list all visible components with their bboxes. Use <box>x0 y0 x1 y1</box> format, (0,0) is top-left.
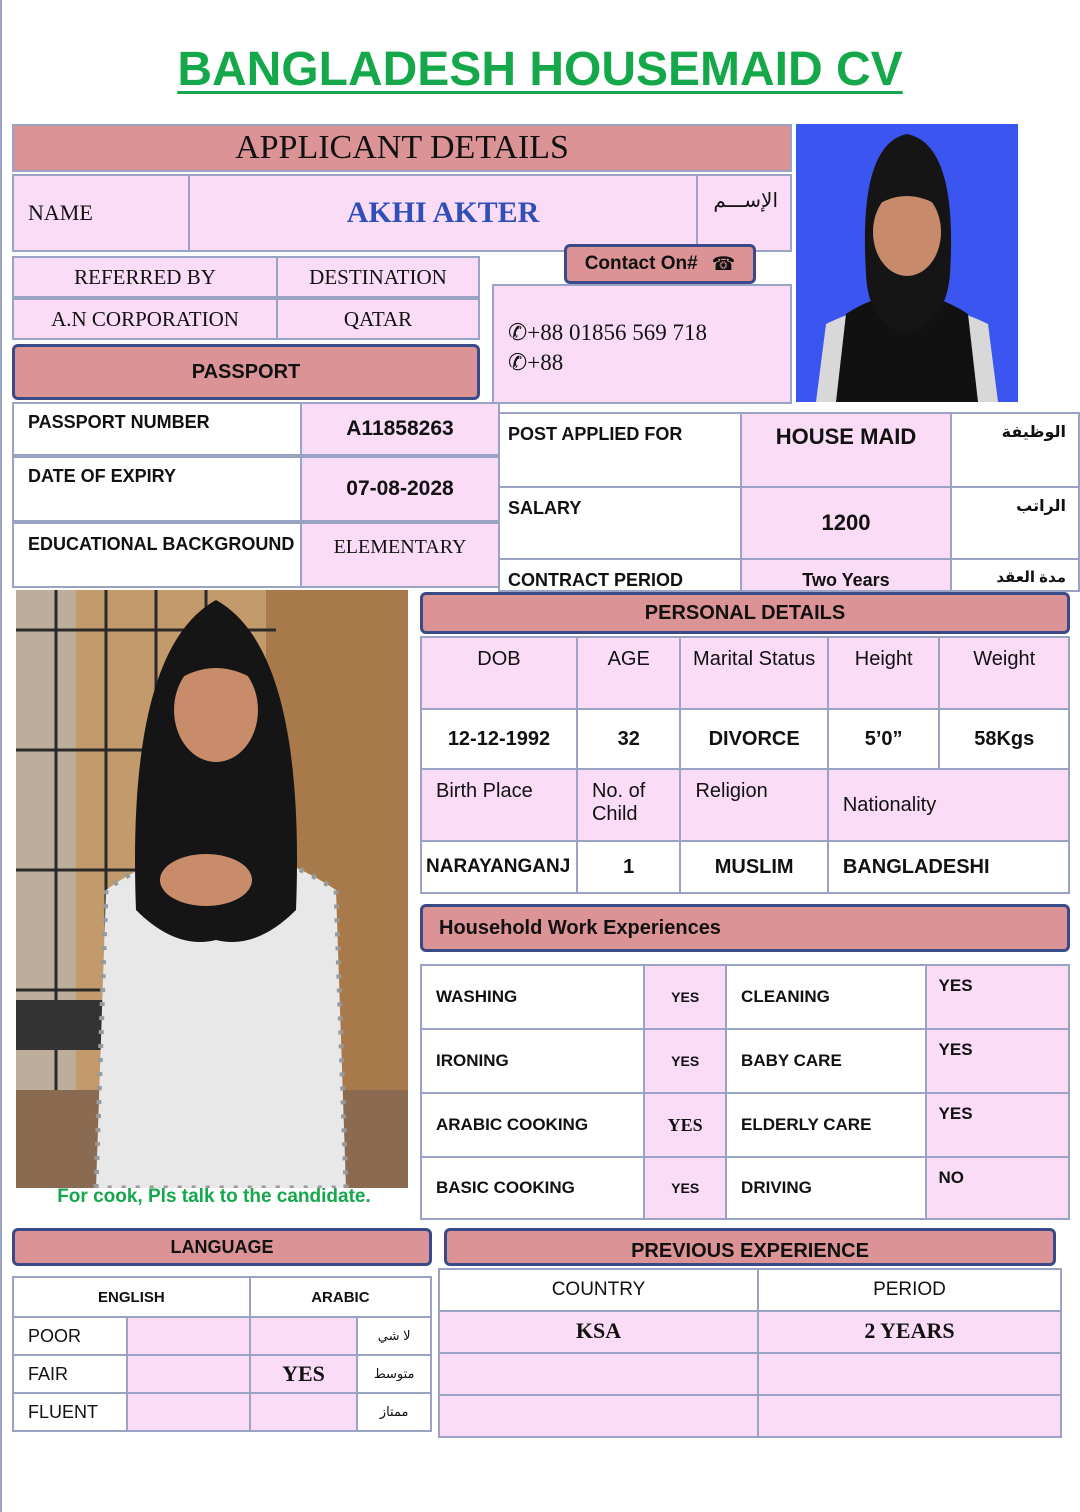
nationality-label: Nationality <box>828 769 1069 841</box>
work-skill-label: BABY CARE <box>726 1029 925 1093</box>
full-body-illustration <box>16 590 408 1188</box>
name-arabic-label: الإســـم <box>696 174 792 252</box>
marital-status-label: Marital Status <box>680 637 827 709</box>
contract-period-label: CONTRACT PERIOD <box>498 558 742 592</box>
weight-value: 58Kgs <box>939 709 1069 769</box>
contract-period-arabic: مدة العقد <box>950 558 1080 592</box>
english-level-value <box>127 1393 250 1431</box>
birth-place-label: Birth Place <box>421 769 577 841</box>
arabic-level-value <box>250 1317 357 1355</box>
work-skill-label: ARABIC COOKING <box>421 1093 644 1157</box>
work-skill-value: NO <box>926 1157 1069 1219</box>
height-label: Height <box>828 637 940 709</box>
english-level-value <box>127 1317 250 1355</box>
children-value: 1 <box>577 841 681 893</box>
post-applied-value: HOUSE MAID <box>740 412 952 488</box>
experience-country: KSA <box>439 1311 758 1353</box>
salary-value: 1200 <box>740 486 952 560</box>
personal-details-header: PERSONAL DETAILS <box>420 592 1070 634</box>
dob-label: DOB <box>421 637 577 709</box>
work-skill-value: YES <box>926 1093 1069 1157</box>
post-applied-arabic: الوظيفة <box>950 412 1080 488</box>
language-header: LANGUAGE <box>12 1228 432 1266</box>
work-skill-label: BASIC COOKING <box>421 1157 644 1219</box>
education-label: EDUCATIONAL BACKGROUND <box>12 522 302 588</box>
age-value: 32 <box>577 709 681 769</box>
name-label: NAME <box>12 174 190 252</box>
contact-label-text: Contact On# <box>584 253 698 274</box>
page-left-rule <box>0 0 2 1512</box>
referred-by-label: REFERRED BY <box>12 256 278 298</box>
household-work-header-text: Household Work Experiences <box>439 916 721 939</box>
destination-value: QATAR <box>276 298 480 340</box>
english-level-value <box>127 1355 250 1393</box>
language-level: FLUENT <box>13 1393 127 1431</box>
country-column-label: COUNTRY <box>439 1269 758 1311</box>
work-skill-value: YES <box>926 965 1069 1029</box>
work-row <box>421 1029 1069 1093</box>
phone-icon: ☎ <box>711 253 736 275</box>
experience-period <box>758 1395 1061 1437</box>
work-skill-value: YES <box>644 1029 726 1093</box>
salary-label: SALARY <box>498 486 742 560</box>
experience-row <box>439 1311 1061 1353</box>
arabic-level-label: ممتاز <box>357 1393 431 1431</box>
experience-country <box>439 1395 758 1437</box>
arabic-level-label: لا شي <box>357 1317 431 1355</box>
previous-experience-header: PREVIOUS EXPERIENCE <box>444 1228 1056 1266</box>
salary-arabic: الراتب <box>950 486 1080 560</box>
experience-period <box>758 1353 1061 1395</box>
experience-row <box>439 1395 1061 1437</box>
work-skill-value: YES <box>926 1029 1069 1093</box>
language-row <box>13 1393 431 1431</box>
passport-header: PASSPORT <box>12 344 480 400</box>
arabic-level-value: YES <box>250 1355 357 1393</box>
work-row <box>421 965 1069 1029</box>
weight-label: Weight <box>939 637 1069 709</box>
nationality-value: BANGLADESHI <box>828 841 1069 893</box>
education-value: ELEMENTARY <box>300 522 500 588</box>
personal-details-table <box>420 636 1070 894</box>
work-skill-label: WASHING <box>421 965 644 1029</box>
household-work-table <box>420 964 1070 1220</box>
religion-label: Religion <box>680 769 827 841</box>
passport-number-label: PASSPORT NUMBER <box>12 402 302 456</box>
contact-phone-2: ✆+88 <box>508 350 564 375</box>
language-row <box>13 1317 431 1355</box>
dob-value: 12-12-1992 <box>421 709 577 769</box>
experience-row <box>439 1353 1061 1395</box>
work-row <box>421 1093 1069 1157</box>
applicant-details-header: APPLICANT DETAILS <box>12 124 792 172</box>
page-title: BANGLADESH HOUSEMAID CV <box>177 43 903 96</box>
portrait-photo <box>796 124 1018 402</box>
language-level: POOR <box>13 1317 127 1355</box>
date-of-expiry-label: DATE OF EXPIRY <box>12 456 302 522</box>
english-column-label: ENGLISH <box>13 1277 250 1317</box>
household-work-header <box>420 904 1070 952</box>
arabic-level-value <box>250 1393 357 1431</box>
work-row <box>421 1157 1069 1219</box>
previous-experience-table <box>438 1268 1062 1438</box>
work-skill-label: ELDERLY CARE <box>726 1093 925 1157</box>
contract-period-value: Two Years <box>740 558 952 592</box>
birth-place-value: NARAYANGANJ <box>421 841 577 893</box>
portrait-illustration <box>796 124 1018 402</box>
experience-country <box>439 1353 758 1395</box>
contact-phone-1: ✆+88 01856 569 718 <box>508 320 707 345</box>
marital-status-value: DIVORCE <box>680 709 827 769</box>
children-label: No. of Child <box>577 769 681 841</box>
arabic-level-label: متوسط <box>357 1355 431 1393</box>
contact-box <box>492 284 792 404</box>
work-skill-label: CLEANING <box>726 965 925 1029</box>
date-of-expiry-value: 07-08-2028 <box>300 456 500 522</box>
height-value: 5’0” <box>828 709 940 769</box>
full-body-photo <box>16 590 408 1188</box>
destination-label: DESTINATION <box>276 256 480 298</box>
passport-number-value: A11858263 <box>300 402 500 456</box>
religion-value: MUSLIM <box>680 841 827 893</box>
work-skill-label: IRONING <box>421 1029 644 1093</box>
language-row <box>13 1355 431 1393</box>
work-skill-value: YES <box>644 1093 726 1157</box>
referred-by-value: A.N CORPORATION <box>12 298 278 340</box>
experience-period: 2 YEARS <box>758 1311 1061 1353</box>
age-label: AGE <box>577 637 681 709</box>
language-level: FAIR <box>13 1355 127 1393</box>
arabic-column-label: ARABIC <box>250 1277 431 1317</box>
name-value: AKHI AKTER <box>188 174 698 252</box>
work-skill-label: DRIVING <box>726 1157 925 1219</box>
contact-label <box>564 244 756 284</box>
work-skill-value: YES <box>644 965 726 1029</box>
work-skill-value: YES <box>644 1157 726 1219</box>
period-column-label: PERIOD <box>758 1269 1061 1311</box>
photo-caption: For cook, Pls talk to the candidate. <box>57 1186 371 1207</box>
language-table <box>12 1276 432 1432</box>
post-applied-label: POST APPLIED FOR <box>498 412 742 488</box>
